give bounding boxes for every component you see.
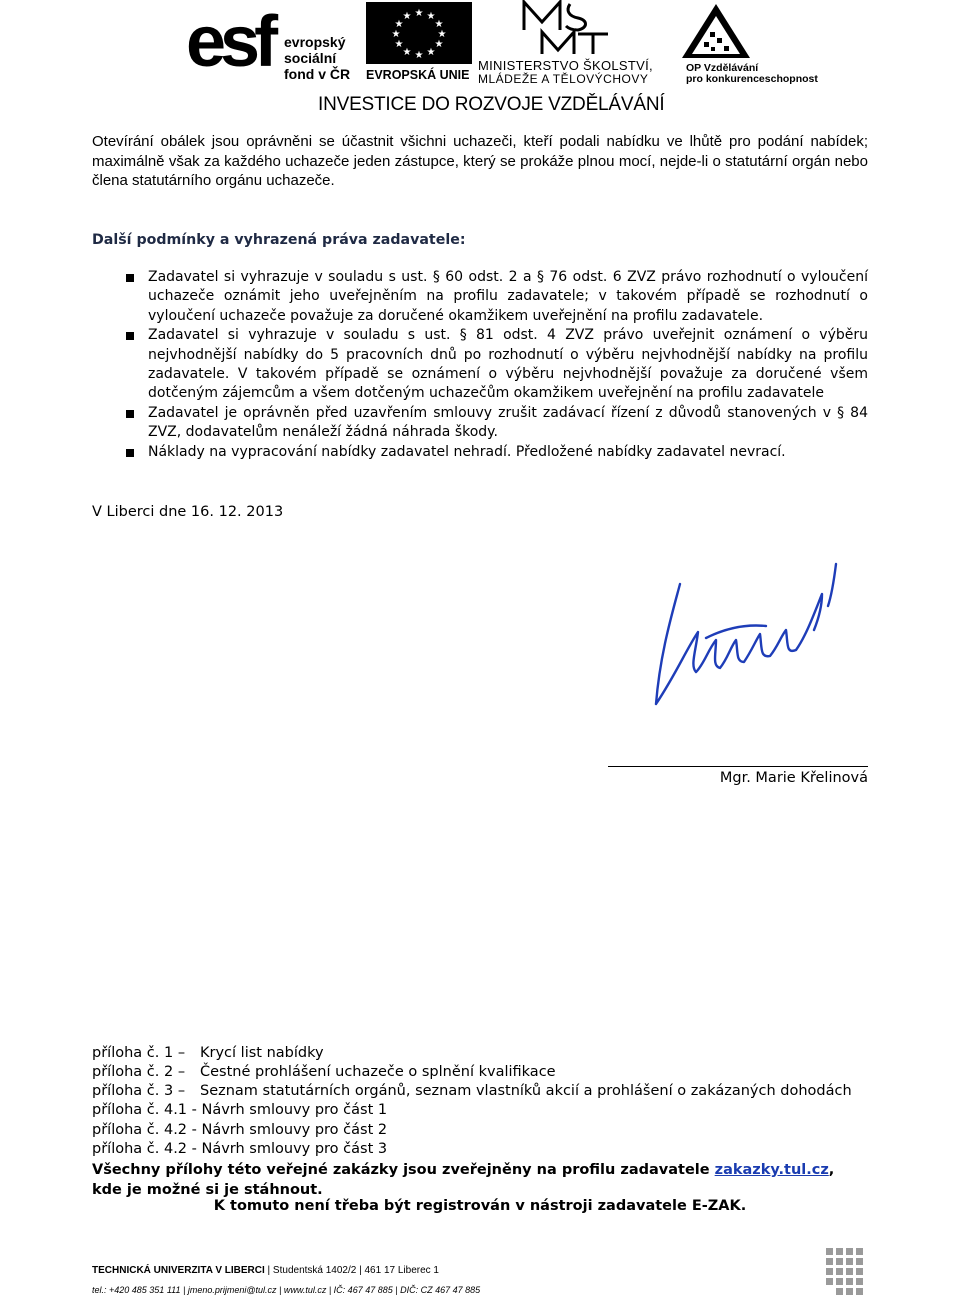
op-vk-logo-icon (680, 2, 752, 62)
footer-address: TECHNICKÁ UNIVERZITA V LIBERCI | Studentská 1402/2 | 461 17 Liberec 1 (92, 1265, 439, 1276)
msmt-name-line-2: MLÁDEŽE A TĚLOVÝCHOVY (478, 72, 649, 86)
attachment-item: příloha č. 4.2 - Návrh smlouvy pro část 2 (92, 1122, 388, 1138)
list-item (92, 326, 868, 404)
svg-text:★: ★ (402, 47, 412, 58)
registration-note: K tomuto není třeba být registrován v nástroji zadavatele E-ZAK. (213, 1198, 747, 1214)
svg-text:★: ★ (426, 47, 436, 58)
esf-logo-mark: esf (186, 2, 273, 82)
msmt-logo-icon (522, 0, 612, 56)
list-item-text: Náklady na vypracování nabídky zadavatel nehradí. Předložené nabídky zadavatel nevrací. (148, 443, 786, 460)
svg-text:★: ★ (434, 19, 444, 30)
signature-image (646, 554, 872, 714)
attachment-item (92, 1044, 324, 1064)
list-item-text: Zadavatel si vyhrazuje v souladu s ust. § 60 odst. 2 a § 76 odst. 6 ZVZ právo rozhodnutí o vyloučení uchazeče oznámit jeho uveřejněním na profilu zadavatele; v takovém případě se rozhodnutí o vyloučení uchazeče považuje za doručené okamžikem uveřejnění na profilu zadavatele. (148, 269, 868, 324)
esf-logo-text (284, 34, 350, 82)
svg-text:★: ★ (414, 50, 424, 61)
esf-text-line-1: evropský (284, 34, 346, 50)
header-banner: INVESTICE DO ROZVOJE VZDĚLÁVÁNÍ (318, 94, 665, 115)
list-item (92, 268, 868, 326)
bullet-square-icon (126, 332, 134, 340)
msmt-name-line-1: MINISTERSTVO ŠKOLSTVÍ, (478, 58, 653, 73)
svg-text:★: ★ (394, 39, 404, 50)
op-name-line-2: pro konkurenceschopnost (686, 73, 818, 85)
attachment-item: příloha č. 4.2 - Návrh smlouvy pro část 3 (92, 1141, 388, 1157)
attachment-item (92, 1082, 852, 1102)
svg-text:★: ★ (437, 29, 447, 40)
attachment-title: Krycí list nabídky (200, 1045, 324, 1061)
svg-text:★: ★ (414, 8, 424, 19)
tul-logo-grid-icon (826, 1248, 866, 1296)
esf-text-line-2: sociální (284, 50, 337, 66)
svg-text:★: ★ (434, 39, 444, 50)
list-item-text: Zadavatel je oprávněn před uzavřením smlouvy zrušit zadávací řízení z důvodů stanovených v § 84 ZVZ, dodavatelům nenáleží žádná náhrada škody. (148, 404, 868, 441)
svg-text:★: ★ (402, 11, 412, 22)
bullet-square-icon (126, 449, 134, 457)
bullet-square-icon (126, 410, 134, 418)
attachment-title: Seznam statutárních orgánů, seznam vlastníků akcií a prohlášení o zakázaných dohodách (200, 1083, 852, 1099)
attachment-item (92, 1063, 556, 1083)
profile-link[interactable]: zakazky.tul.cz (714, 1162, 829, 1178)
attachment-number: příloha č. 2 – (92, 1064, 186, 1080)
bullet-square-icon (126, 274, 134, 282)
attachment-number: příloha č. 3 – (92, 1083, 186, 1099)
attachment-item: příloha č. 4.1 - Návrh smlouvy pro část 1 (92, 1102, 388, 1118)
eu-label: EVROPSKÁ UNIE (366, 68, 470, 82)
attachments-note: Všechny přílohy této veřejné zakázky jsou zveřejněny na profilu zadavatele zakazky.tul.cz, kde je možné si je stáhnout. (92, 1162, 835, 1198)
eu-flag-icon (366, 2, 472, 64)
footer-contacts: tel.: +420 485 351 111 | jmeno.prijmeni@tul.cz | www.tul.cz | IČ: 467 47 885 | DIČ: CZ 467 47 885 (92, 1285, 481, 1295)
footer-institution: TECHNICKÁ UNIVERZITA V LIBERCI (92, 1265, 265, 1276)
esf-text-line-3: fond v ČR (284, 66, 351, 82)
signature-line (608, 766, 868, 767)
svg-text:★: ★ (426, 11, 436, 22)
signer-name: Mgr. Marie Křelinová (719, 770, 868, 786)
list-item (92, 443, 868, 462)
conditions-heading: Další podmínky a vyhrazená práva zadavatele: (92, 232, 466, 248)
svg-text:★: ★ (391, 29, 401, 40)
conditions-list (92, 268, 868, 462)
op-name-line-1: OP Vzdělávání (686, 62, 759, 74)
intro-paragraph: Otevírání obálek jsou oprávněni se účastnit všichni uchazeči, kteří podali nabídku ve lhůtě pro podání nabídek; maximálně však za každého uchazeče jeden zástupce, který se prokáže plnou mocí, nejde-li o statutární orgán nebo člena statutárního orgánu uchazeče. (92, 133, 868, 190)
list-item-text: Zadavatel si vyhrazuje v souladu s ust. § 81 odst. 4 ZVZ právo uveřejnit oznámení o výběru nejvhodnější nabídky do 5 pracovních dnů po rozhodnutí o výběru nejvhodnější nabídky na profilu zadavatele. V takovém případě se oznámení o výběru nejvhodnější považuje za doručené všem dotčeným zájemcům a všem dotčeným uchazečům okamžikem uveřejnění na profilu zadavatele (148, 327, 868, 402)
list-item (92, 404, 868, 443)
svg-text:★: ★ (394, 19, 404, 30)
attachment-title: Čestné prohlášení uchazeče o splnění kvalifikace (200, 1064, 556, 1080)
attachment-number: příloha č. 1 – (92, 1045, 186, 1061)
place-date: V Liberci dne 16. 12. 2013 (92, 504, 284, 520)
